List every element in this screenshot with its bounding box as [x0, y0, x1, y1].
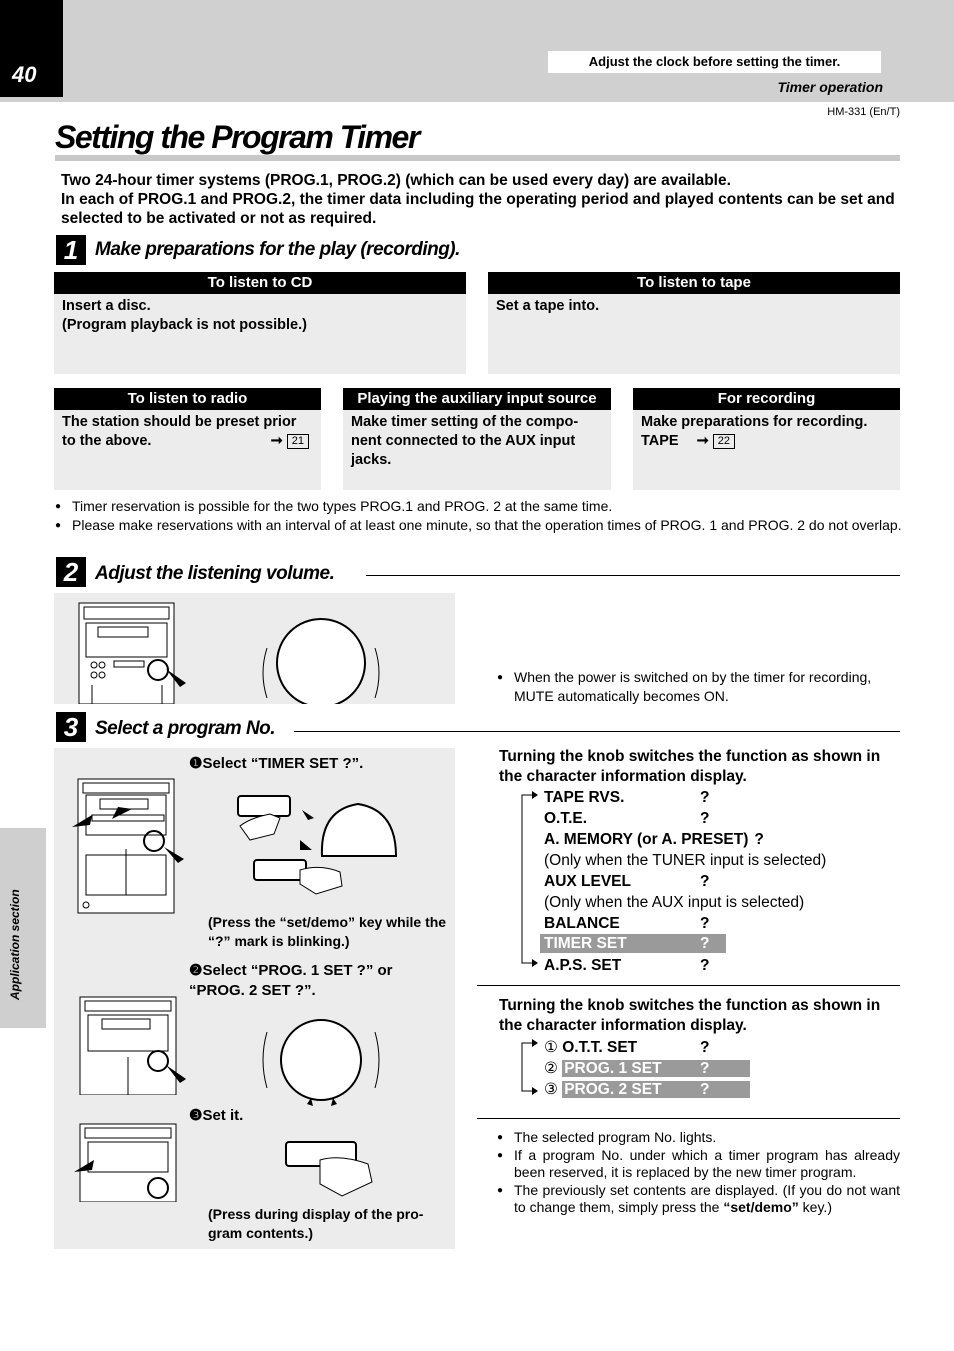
menu-item-label: BALANCE	[544, 915, 620, 932]
menu-item-q: ?	[700, 1060, 710, 1077]
menu-item-q: ?	[700, 935, 710, 952]
menu-item-prog1-highlight	[562, 1060, 750, 1077]
card-cd-head: To listen to CD	[54, 272, 466, 294]
stereo-unit-icon	[72, 995, 192, 1095]
step-3-number: 3	[56, 712, 86, 742]
card-cd-body	[54, 294, 466, 374]
card-aux-line-1: Make timer setting of the compo-	[351, 414, 579, 430]
menu-item-num: ①	[544, 1039, 558, 1056]
bullet-item: ● If a program No. under which a timer program has already been reserved, it is replaced by the new timer program.	[497, 1147, 900, 1182]
card-aux-line-3: jacks.	[351, 452, 392, 468]
hand-press-icon	[320, 1158, 372, 1196]
step-3-title: Select a program No.	[95, 718, 276, 739]
substep-3-caption: (Press during display of the pro- gram contents.)	[208, 1206, 424, 1241]
multi-control-knob-icon	[322, 804, 396, 856]
menu-item-num: ②	[544, 1060, 558, 1077]
intro-text	[61, 171, 903, 228]
ref-page-22: 22	[713, 434, 735, 449]
step-3-notes	[497, 1129, 900, 1217]
intro-line-2: In each of PROG.1 and PROG.2, the timer data including the operating period and played contents can be set and selected to be activated or not as required.	[61, 191, 895, 227]
ref-page-21: 21	[287, 434, 309, 449]
menu-item-a-memory	[540, 829, 764, 850]
step-1-title: Make preparations for the play (recording).	[95, 239, 460, 260]
step-3-rule	[294, 731, 900, 732]
hand-press-icon	[240, 814, 280, 840]
menu-item-q: ?	[700, 810, 710, 827]
menu-item-label: TIMER SET	[544, 935, 627, 952]
card-radio-line-2: to the above.	[62, 433, 152, 449]
card-recording-body	[633, 410, 900, 490]
card-cd-line-2: (Program playback is not possible.)	[62, 317, 307, 333]
menu-1-list	[540, 787, 827, 976]
card-aux-body	[343, 410, 611, 490]
rotate-right-arc-icon	[375, 1032, 379, 1088]
bullet-item: ● The selected program No. lights.	[497, 1129, 900, 1147]
card-radio	[54, 388, 321, 490]
menu-item-q: ?	[700, 1081, 710, 1098]
bullet-item: ● When the power is switched on by the timer for recording, MUTE automatically becomes ON.	[497, 668, 877, 706]
menu-item-q: ?	[700, 1039, 710, 1056]
multi-control-knob-illustration	[255, 1012, 395, 1112]
menu-item-num: ③	[544, 1081, 558, 1098]
side-tab-label: Application section	[8, 889, 22, 1000]
page-title: Setting the Program Timer	[55, 119, 419, 155]
menu-item-ote	[540, 808, 740, 829]
menu-item-balance	[540, 913, 740, 934]
menu-2-cycle-bracket-icon	[518, 1037, 540, 1099]
card-recording-line-2-row	[641, 432, 892, 451]
menu-2-heading: Turning the knob switches the function as shown in the character information display.	[499, 997, 881, 1034]
substep-2	[189, 961, 451, 1001]
menu-note-aux: (Only when the AUX input is selected)	[544, 894, 805, 911]
intro-line-1: Two 24-hour timer systems (PROG.1, PROG.2) (which can be used every day) are available.	[61, 172, 731, 189]
ref-arrow-icon: ➞	[270, 433, 283, 449]
card-radio-head: To listen to radio	[54, 388, 321, 410]
menu-item-q: ?	[700, 957, 710, 974]
section-label: Timer operation	[777, 79, 883, 95]
card-aux	[343, 388, 611, 490]
substep-3-text: Set it.	[202, 1107, 244, 1124]
menu-item-tape-rvs	[540, 787, 740, 808]
bullet-item: ● Please make reservations with an interval of at least one minute, so that the operation times of PROG. 1 and PROG. 2 do not overlap.	[55, 516, 902, 535]
menu-item-prog2-set	[544, 1079, 754, 1100]
bullet-item	[497, 1182, 900, 1217]
set-demo-key-icon	[254, 860, 306, 880]
clock-note: Adjust the clock before setting the timer.	[548, 51, 881, 73]
menu-item-label: A. MEMORY (or A. PRESET)	[544, 831, 749, 848]
menu-item-aps-set	[540, 955, 740, 976]
menu-item-timer-set	[540, 934, 726, 953]
ref-arrow-icon: ➞	[696, 433, 709, 449]
right-separator	[477, 1118, 900, 1119]
set-demo-key-icon	[238, 796, 290, 816]
card-radio-line-2-row	[62, 432, 313, 451]
bullet-item: ● Timer reservation is possible for the two types PROG.1 and PROG. 2 at the same time.	[55, 497, 902, 516]
substep-1-caption: (Press the “set/demo” key while the “?” mark is blinking.)	[208, 914, 447, 949]
set-demo-key-illustration	[280, 1138, 400, 1202]
step-2-rule	[366, 575, 900, 576]
menu-1-cycle-bracket-icon	[518, 787, 540, 971]
card-recording-line-2: TAPE	[641, 433, 679, 449]
menu-item-prog2-highlight	[562, 1081, 750, 1098]
stereo-unit-icon	[72, 1122, 192, 1202]
step-2-title: Adjust the listening volume.	[95, 563, 335, 584]
card-tape-line-1: Set a tape into.	[496, 298, 600, 314]
multi-control-knob-icon	[281, 1020, 361, 1100]
step-2-note	[497, 668, 877, 706]
substep-1	[189, 754, 363, 774]
set-demo-key-illustration	[230, 790, 420, 900]
card-recording-head: For recording	[633, 388, 900, 410]
stereo-unit-icon	[79, 603, 174, 704]
menu-note-tuner: (Only when the TUNER input is selected)	[544, 852, 827, 869]
card-tape-head: To listen to tape	[488, 272, 900, 294]
note-3-pre: The previously set contents are displayed. (If you do not want to change them, simply press the	[514, 1181, 900, 1215]
step-1-bullets	[55, 497, 902, 535]
menu-item-q: ?	[754, 831, 764, 848]
card-cd-line-1: Insert a disc.	[62, 298, 151, 314]
volume-illustration	[54, 593, 455, 704]
note-3-post: key.)	[798, 1199, 832, 1215]
menu-item-label: TAPE RVS.	[544, 789, 625, 806]
menu-item-q: ?	[700, 915, 710, 932]
page-number: 40	[12, 62, 37, 87]
menu-item-label: PROG. 1 SET	[564, 1060, 662, 1077]
model-code: HM-331 (En/T)	[827, 106, 900, 118]
menu-1-heading: Turning the knob switches the function as shown in the character information display.	[499, 748, 881, 785]
card-radio-ref	[271, 432, 309, 451]
card-radio-body	[54, 410, 321, 490]
menu-item-q: ?	[700, 873, 710, 890]
card-cd	[54, 272, 466, 374]
card-aux-line-2: nent connected to the AUX input	[351, 433, 576, 449]
menu-item-aux-level	[540, 871, 740, 892]
menu-item-label: O.T.T. SET	[562, 1039, 638, 1056]
hand-press-icon	[300, 867, 342, 894]
step-2-illustration-panel	[54, 593, 455, 704]
menu-item-label: A.P.S. SET	[544, 957, 622, 974]
card-recording-line-1: Make preparations for recording.	[641, 414, 868, 430]
menu-item-q: ?	[700, 789, 710, 806]
step-2-number: 2	[56, 557, 86, 587]
substep-2-text: Select “PROG. 1 SET ?” or “PROG. 2 SET ?”.	[189, 962, 393, 999]
rotate-left-arc-icon	[263, 648, 267, 698]
card-tape-body	[488, 294, 900, 374]
substep-1-marker: ❶	[189, 755, 203, 772]
card-recording	[633, 388, 900, 490]
step-1-number: 1	[56, 235, 86, 265]
substep-2-marker: ❷	[189, 962, 203, 979]
note-3-key: “set/demo”	[723, 1199, 799, 1215]
card-tape	[488, 272, 900, 374]
right-separator	[477, 985, 900, 986]
menu-item-label: O.T.E.	[544, 810, 588, 827]
substep-3-marker: ❸	[189, 1107, 203, 1124]
menu-item-prog1-set	[544, 1058, 754, 1079]
side-tab	[0, 828, 46, 1028]
title-rule	[55, 155, 900, 161]
menu-item-ott-set	[544, 1037, 754, 1058]
menu-2-list	[544, 1037, 754, 1100]
card-radio-line-1: The station should be preset prior	[62, 414, 297, 430]
menu-item-label: AUX LEVEL	[544, 873, 631, 890]
substep-1-text: Select “TIMER SET ?”.	[202, 755, 364, 772]
stereo-unit-large-icon	[72, 775, 192, 915]
card-aux-head: Playing the auxiliary input source	[343, 388, 611, 410]
menu-item-label: PROG. 2 SET	[564, 1081, 662, 1098]
rotate-right-arc-icon	[375, 648, 379, 698]
rotate-left-arc-icon	[263, 1032, 267, 1088]
volume-knob-icon	[277, 619, 365, 704]
substep-3	[189, 1106, 243, 1126]
